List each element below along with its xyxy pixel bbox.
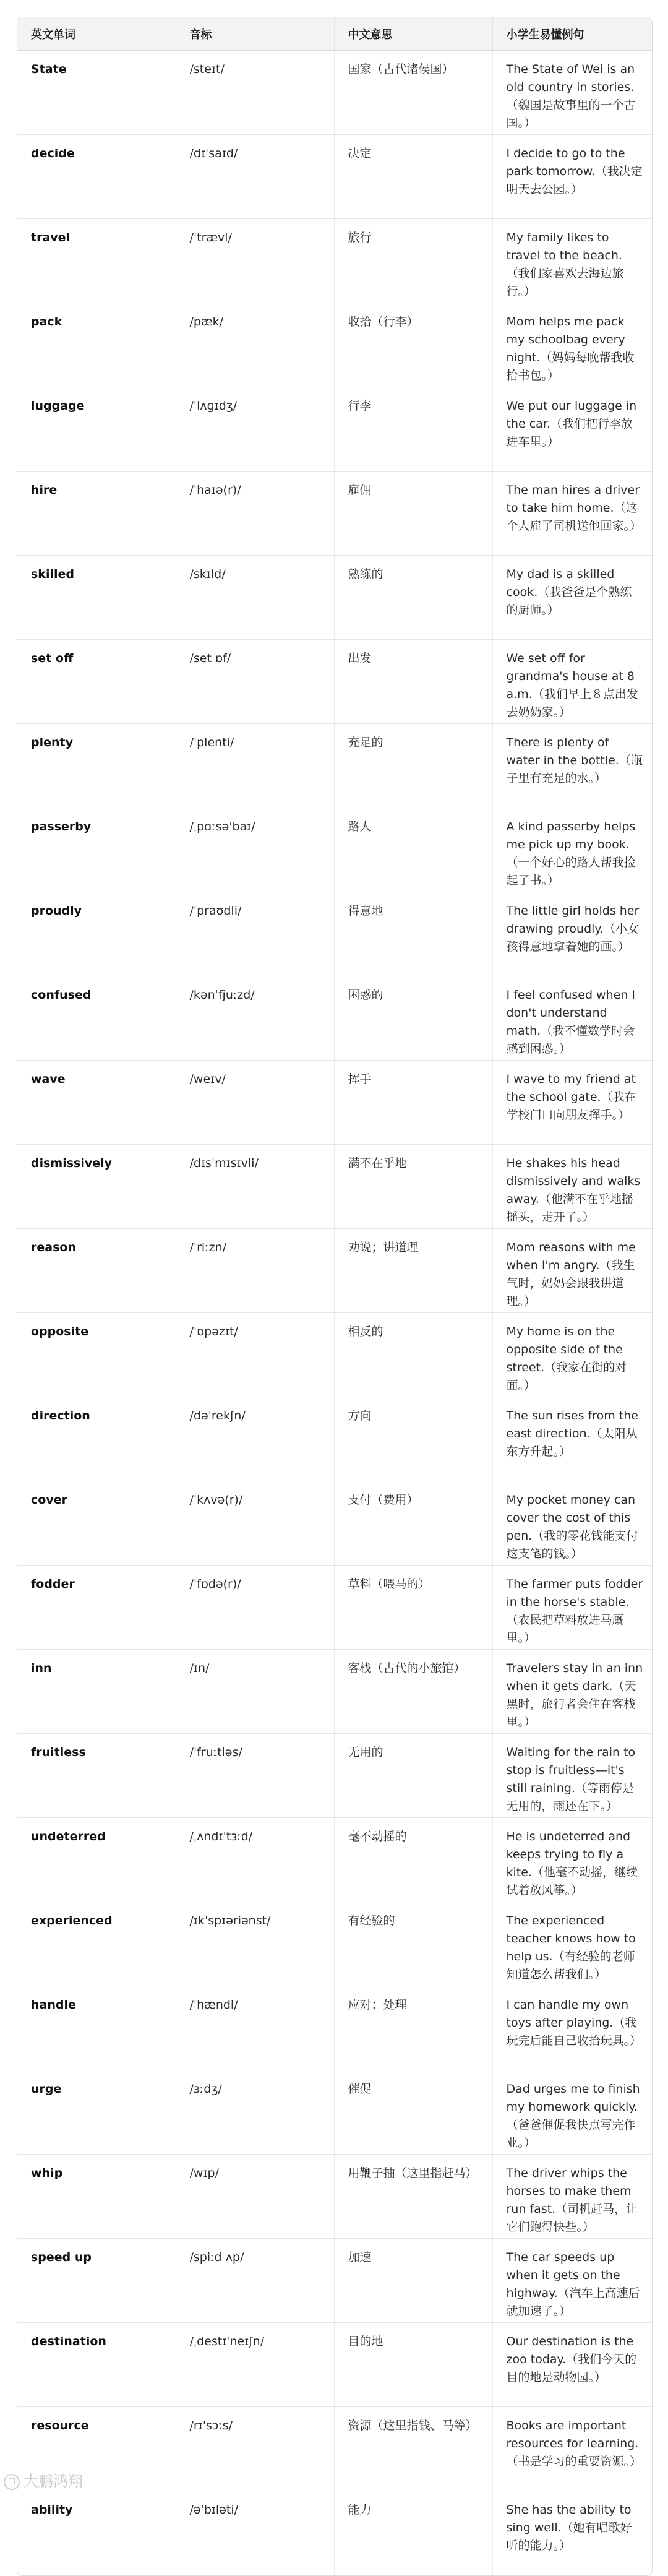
cell-chinese-meaning: 加速 bbox=[334, 2239, 492, 2323]
cell-phonetic: /ˈlʌɡɪdʒ/ bbox=[176, 387, 334, 472]
cell-example-sentence: The driver whips the horses to make them run fast.（司机赶马，让它们跑得快些。） bbox=[492, 2155, 652, 2239]
table-row bbox=[17, 135, 652, 219]
cell-chinese-meaning: 旅行 bbox=[334, 219, 492, 303]
header-example-sentence: 小学生易懂例句 bbox=[492, 17, 652, 51]
cell-example-sentence: My home is on the opposite side of the street.（我家在街的对面。） bbox=[492, 1313, 652, 1397]
table-row bbox=[17, 2491, 652, 2575]
cell-example-sentence: A kind passerby helps me pick up my book.（一个好心的路人帮我捡起了书。） bbox=[492, 808, 652, 892]
table-row bbox=[17, 724, 652, 808]
cell-english-word: wave bbox=[17, 1061, 176, 1145]
cell-phonetic: /skɪld/ bbox=[176, 556, 334, 640]
cell-phonetic: /əˈbɪləti/ bbox=[176, 2491, 334, 2575]
cell-example-sentence: My dad is a skilled cook.（我爸爸是个熟练的厨师。） bbox=[492, 556, 652, 640]
cell-chinese-meaning: 困惑的 bbox=[334, 976, 492, 1061]
cell-english-word: travel bbox=[17, 219, 176, 303]
cell-example-sentence: The State of Wei is an old country in stories.（魏国是故事里的一个古国。） bbox=[492, 51, 652, 135]
cell-phonetic: /weɪv/ bbox=[176, 1061, 334, 1145]
cell-phonetic: /ˈplenti/ bbox=[176, 724, 334, 808]
cell-phonetic: /steɪt/ bbox=[176, 51, 334, 135]
cell-example-sentence: The farmer puts fodder in the horse's stable.（农民把草料放进马厩里。） bbox=[492, 1566, 652, 1650]
cell-chinese-meaning: 客栈（古代的小旅馆） bbox=[334, 1650, 492, 1734]
table-row bbox=[17, 1145, 652, 1229]
cell-english-word: inn bbox=[17, 1650, 176, 1734]
cell-english-word: proudly bbox=[17, 892, 176, 976]
table-row bbox=[17, 2155, 652, 2239]
cell-chinese-meaning: 满不在乎地 bbox=[334, 1145, 492, 1229]
cell-chinese-meaning: 有经验的 bbox=[334, 1902, 492, 1986]
cell-chinese-meaning: 路人 bbox=[334, 808, 492, 892]
table-row bbox=[17, 1313, 652, 1397]
cell-example-sentence: I wave to my friend at the school gate.（我在学校门口向朋友挥手。） bbox=[492, 1061, 652, 1145]
cell-chinese-meaning: 草料（喂马的） bbox=[334, 1566, 492, 1650]
cell-chinese-meaning: 支付（费用） bbox=[334, 1481, 492, 1566]
cell-phonetic: /ɜːdʒ/ bbox=[176, 2070, 334, 2155]
cell-example-sentence: Waiting for the rain to stop is fruitless—it's still raining.（等雨停是无用的，雨还在下。） bbox=[492, 1734, 652, 1818]
header-english-word: 英文单词 bbox=[17, 17, 176, 51]
cell-english-word: passerby bbox=[17, 808, 176, 892]
cell-english-word: undeterred bbox=[17, 1818, 176, 1902]
table-row bbox=[17, 2323, 652, 2407]
watermark bbox=[4, 2469, 83, 2491]
cell-chinese-meaning: 出发 bbox=[334, 640, 492, 724]
cell-example-sentence: He shakes his head dismissively and walks away.（他满不在乎地摇摇头，走开了。） bbox=[492, 1145, 652, 1229]
cell-phonetic: /ˌdestɪˈneɪʃn/ bbox=[176, 2323, 334, 2407]
cell-example-sentence: Travelers stay in an inn when it gets dark.（天黑时，旅行者会住在客栈里。） bbox=[492, 1650, 652, 1734]
cell-english-word: pack bbox=[17, 303, 176, 387]
cell-english-word: confused bbox=[17, 976, 176, 1061]
cell-english-word: hire bbox=[17, 472, 176, 556]
table-body bbox=[17, 51, 652, 2575]
cell-example-sentence: My pocket money can cover the cost of this pen.（我的零花钱能支付这支笔的钱。） bbox=[492, 1481, 652, 1566]
cell-english-word: experienced bbox=[17, 1902, 176, 1986]
cell-chinese-meaning: 资源（这里指钱、马等） bbox=[334, 2407, 492, 2491]
cell-phonetic: /ɪn/ bbox=[176, 1650, 334, 1734]
cell-example-sentence: I can handle my own toys after playing.（我玩完后能自己收拾玩具。） bbox=[492, 1986, 652, 2070]
cell-english-word: whip bbox=[17, 2155, 176, 2239]
cell-english-word: handle bbox=[17, 1986, 176, 2070]
table-row bbox=[17, 2239, 652, 2323]
cell-chinese-meaning: 雇佣 bbox=[334, 472, 492, 556]
cell-example-sentence: Dad urges me to finish my homework quickly.（爸爸催促我快点写完作业。） bbox=[492, 2070, 652, 2155]
cell-english-word: opposite bbox=[17, 1313, 176, 1397]
cell-phonetic: /ˈɒpəzɪt/ bbox=[176, 1313, 334, 1397]
vocabulary-table bbox=[17, 17, 652, 2575]
cell-phonetic: /dəˈrekʃn/ bbox=[176, 1397, 334, 1481]
cell-chinese-meaning: 用鞭子抽（这里指赶马） bbox=[334, 2155, 492, 2239]
cell-english-word: urge bbox=[17, 2070, 176, 2155]
cell-english-word: decide bbox=[17, 135, 176, 219]
cell-chinese-meaning: 劝说；讲道理 bbox=[334, 1229, 492, 1313]
cell-chinese-meaning: 决定 bbox=[334, 135, 492, 219]
table-row bbox=[17, 1650, 652, 1734]
cell-phonetic: /ˌpɑːsəˈbaɪ/ bbox=[176, 808, 334, 892]
cell-english-word: skilled bbox=[17, 556, 176, 640]
table-row bbox=[17, 1481, 652, 1566]
cell-example-sentence: Our destination is the zoo today.（我们今天的目的地是动物园。） bbox=[492, 2323, 652, 2407]
cell-example-sentence: Books are important resources for learning.（书是学习的重要资源。） bbox=[492, 2407, 652, 2491]
cell-example-sentence: She has the ability to sing well.（她有唱歌好听的能力。） bbox=[506, 2503, 632, 2552]
table-row bbox=[17, 1902, 652, 1986]
cell-phonetic: /ˈhaɪə(r)/ bbox=[176, 472, 334, 556]
cell-chinese-meaning: 目的地 bbox=[334, 2323, 492, 2407]
cell-phonetic: /ˈriːzn/ bbox=[176, 1229, 334, 1313]
cell-chinese-meaning: 国家（古代诸侯国） bbox=[334, 51, 492, 135]
cell-example-sentence: The car speeds up when it gets on the highway.（汽车上高速后就加速了。） bbox=[492, 2239, 652, 2323]
cell-phonetic: /ˈtrævl/ bbox=[176, 219, 334, 303]
table-row bbox=[17, 2407, 652, 2491]
cell-chinese-meaning: 挥手 bbox=[334, 1061, 492, 1145]
cell-example-sentence: Mom helps me pack my schoolbag every night.（妈妈每晚帮我收拾书包。） bbox=[492, 303, 652, 387]
vocabulary-table-container bbox=[17, 17, 653, 2576]
cell-phonetic: /dɪˈsaɪd/ bbox=[176, 135, 334, 219]
cell-phonetic: /set ɒf/ bbox=[176, 640, 334, 724]
cell-phonetic: /spiːd ʌp/ bbox=[176, 2239, 334, 2323]
cell-phonetic: /ˈfruːtləs/ bbox=[176, 1734, 334, 1818]
table-row bbox=[17, 1397, 652, 1481]
cell-phonetic: /kənˈfjuːzd/ bbox=[176, 976, 334, 1061]
cell-chinese-meaning: 能力 bbox=[334, 2491, 492, 2575]
cell-chinese-meaning: 收拾（行李） bbox=[334, 303, 492, 387]
cell-example-sentence: The sun rises from the east direction.（太阳从东方升起。） bbox=[492, 1397, 652, 1481]
table-row bbox=[17, 219, 652, 303]
cell-example-sentence: There is plenty of water in the bottle.（瓶子里有充足的水。） bbox=[492, 724, 652, 808]
header-phonetic: 音标 bbox=[176, 17, 334, 51]
cell-english-word: dismissively bbox=[17, 1145, 176, 1229]
cell-english-word: direction bbox=[17, 1397, 176, 1481]
cell-example-sentence: The little girl holds her drawing proudly.（小女孩得意地拿着她的画。） bbox=[492, 892, 652, 976]
table-row bbox=[17, 1734, 652, 1818]
cell-chinese-meaning: 毫不动摇的 bbox=[334, 1818, 492, 1902]
cell-chinese-meaning: 行李 bbox=[334, 387, 492, 472]
table-row bbox=[17, 2070, 652, 2155]
cell-chinese-meaning: 相反的 bbox=[334, 1313, 492, 1397]
cell-chinese-meaning: 充足的 bbox=[334, 724, 492, 808]
table-row bbox=[17, 1229, 652, 1313]
cell-phonetic: /wɪp/ bbox=[176, 2155, 334, 2239]
table-row bbox=[17, 976, 652, 1061]
cell-english-word: State bbox=[17, 51, 176, 135]
table-row bbox=[17, 1566, 652, 1650]
cell-english-word: fodder bbox=[17, 1566, 176, 1650]
table-header-row bbox=[17, 17, 652, 51]
cell-phonetic: /ˈkʌvə(r)/ bbox=[176, 1481, 334, 1566]
watermark-text: 大鹏鸿翔 bbox=[24, 2473, 83, 2490]
cell-phonetic: /ˌʌndɪˈtɜːd/ bbox=[176, 1818, 334, 1902]
cell-english-word: luggage bbox=[17, 387, 176, 472]
table-row bbox=[17, 1818, 652, 1902]
cell-chinese-meaning: 方向 bbox=[334, 1397, 492, 1481]
cell-english-word: cover bbox=[17, 1481, 176, 1566]
table-row bbox=[17, 472, 652, 556]
cell-example-sentence: Mom reasons with me when I'm angry.（我生气时，妈妈会跟我讲道理。） bbox=[492, 1229, 652, 1313]
cell-english-word: ability bbox=[17, 2491, 176, 2575]
table-row bbox=[17, 808, 652, 892]
header-chinese-meaning: 中文意思 bbox=[334, 17, 492, 51]
cell-english-word: destination bbox=[17, 2323, 176, 2407]
table-row bbox=[17, 556, 652, 640]
cell-example-sentence: We put our luggage in the car.（我们把行李放进车里。） bbox=[492, 387, 652, 472]
cell-english-word: reason bbox=[17, 1229, 176, 1313]
cell-phonetic: /ˈpraʊdli/ bbox=[176, 892, 334, 976]
cell-chinese-meaning: 应对；处理 bbox=[334, 1986, 492, 2070]
table-row bbox=[17, 303, 652, 387]
cell-phonetic: /rɪˈsɔːs/ bbox=[176, 2407, 334, 2491]
cell-example-sentence: We set off for grandma's house at 8 a.m.（我们早上８点出发去奶奶家。） bbox=[492, 640, 652, 724]
cell-example-sentence: The man hires a driver to take him home.（这个人雇了司机送他回家。） bbox=[492, 472, 652, 556]
table-row bbox=[17, 51, 652, 135]
table-row bbox=[17, 1986, 652, 2070]
cell-phonetic: /ɪkˈspɪəriənst/ bbox=[176, 1902, 334, 1986]
cell-chinese-meaning: 催促 bbox=[334, 2070, 492, 2155]
cell-english-word: resource bbox=[17, 2407, 176, 2491]
cell-english-word: plenty bbox=[17, 724, 176, 808]
cell-example-sentence: I decide to go to the park tomorrow.（我决定明天去公园。） bbox=[492, 135, 652, 219]
cell-english-word: fruitless bbox=[17, 1734, 176, 1818]
cell-phonetic: /ˈfɒdə(r)/ bbox=[176, 1566, 334, 1650]
cell-english-word: set off bbox=[17, 640, 176, 724]
table-row bbox=[17, 640, 652, 724]
cell-chinese-meaning: 无用的 bbox=[334, 1734, 492, 1818]
cell-phonetic: /ˈhændl/ bbox=[176, 1986, 334, 2070]
table-row bbox=[17, 892, 652, 976]
cell-chinese-meaning: 得意地 bbox=[334, 892, 492, 976]
cell-example-sentence: I feel confused when I don't understand math.（我不懂数学时会感到困惑。） bbox=[492, 976, 652, 1061]
table-row bbox=[17, 387, 652, 472]
cell-chinese-meaning: 熟练的 bbox=[334, 556, 492, 640]
cell-example-sentence: My family likes to travel to the beach.（我们家喜欢去海边旅行。） bbox=[492, 219, 652, 303]
cell-english-word: speed up bbox=[17, 2239, 176, 2323]
table-row bbox=[17, 1061, 652, 1145]
watermark-logo-icon bbox=[4, 2474, 20, 2490]
cell-example-sentence: The experienced teacher knows how to help us.（有经验的老师知道怎么帮我们。） bbox=[492, 1902, 652, 1986]
cell-example-sentence: He is undeterred and keeps trying to fly a kite.（他毫不动摇，继续试着放风筝。） bbox=[492, 1818, 652, 1902]
cell-phonetic: /pæk/ bbox=[176, 303, 334, 387]
cell-phonetic: /dɪsˈmɪsɪvli/ bbox=[176, 1145, 334, 1229]
